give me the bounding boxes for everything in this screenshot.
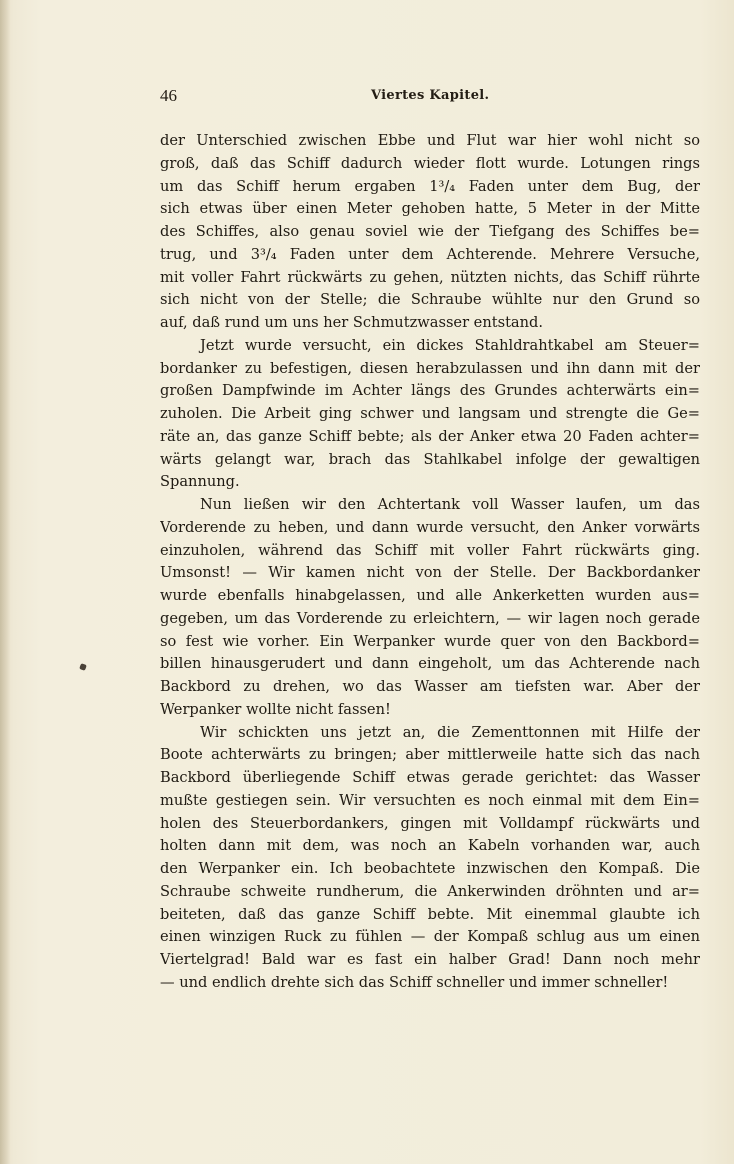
- text-line: mußte gestiegen sein. Wir versuchten es noch einmal mit dem Ein=: [160, 791, 700, 809]
- text-line: holen des Steuerbordankers, gingen mit Volldampf rückwärts und: [160, 814, 700, 832]
- text-line: sich etwas über einen Meter gehoben hatte, 5 Meter in der Mitte: [160, 200, 700, 218]
- text-line: um das Schiff herum ergaben 1³/₄ Faden unter dem Bug, der: [160, 177, 700, 195]
- text-line: zuholen. Die Arbeit ging schwer und langsam und strengte die Ge=: [160, 405, 700, 422]
- text-line: Boote achterwärts zu bringen; aber mittlerweile hatte sich das nach: [160, 746, 700, 764]
- text-line: Nun ließen wir den Achtertank voll Wasser laufen, um das: [200, 496, 700, 513]
- text-line: billen hinausgerudert und dann eingeholt, um das Achterende nach: [160, 655, 700, 673]
- text-line: einzuholen, während das Schiff mit voller Fahrt rückwärts ging.: [160, 541, 700, 559]
- text-line: — und endlich drehte sich das Schiff schneller und immer schneller!: [160, 973, 669, 991]
- text-line: holten dann mit dem, was noch an Kabeln vorhanden war, auch: [160, 837, 700, 855]
- page-gutter: [0, 0, 10, 1164]
- text-line: der Unterschied zwischen Ebbe und Flut war hier wohl nicht so: [160, 132, 700, 149]
- text-line: einen winzigen Ruck zu fühlen — der Kompaß schlug aus um einen: [160, 928, 700, 946]
- text-line: auf, daß rund um uns her Schmutzwasser entstand.: [160, 314, 544, 331]
- paragraph: [160, 494, 700, 722]
- text-line: sich nicht von der Stelle; die Schraube wühlte nur den Grund so: [160, 291, 700, 309]
- text-line: den Werpanker ein. Ich beobachtete inzwischen den Kompaß. Die: [160, 860, 700, 877]
- text-line: mit voller Fahrt rückwärts zu gehen, nützten nichts, das Schiff rührte: [160, 268, 700, 286]
- text-line: Backbord zu drehen, wo das Wasser am tiefsten war. Aber der: [160, 678, 700, 695]
- text-line: Schraube schweite rundherum, die Ankerwinden dröhnten und ar=: [160, 882, 700, 900]
- text-line: Viertelgrad! Bald war es fast ein halber Grad! Dann noch mehr: [160, 951, 700, 968]
- paragraph: [160, 335, 700, 494]
- text-line: Werpanker wollte nicht fassen!: [160, 700, 391, 718]
- running-head: Viertes Kapitel.: [371, 88, 490, 103]
- text-line: Backbord überliegende Schiff etwas gerade gerichtet: das Wasser: [160, 769, 700, 786]
- text-line: so fest wie vorher. Ein Werpanker wurde quer von den Backbord=: [160, 632, 700, 650]
- text-line: wärts gelangt war, brach das Stahlkabel infolge der gewaltigen: [160, 450, 700, 468]
- text-line: Wir schickten uns jetzt an, die Zementtonnen mit Hilfe der: [200, 723, 700, 741]
- text-line: des Schiffes, also genau soviel wie der Tiefgang des Schiffes be=: [160, 223, 700, 240]
- text-line: bordanker zu befestigen, diesen herabzulassen und ihn dann mit der: [160, 359, 700, 377]
- text-line: Jetzt wurde versucht, ein dickes Stahldrahtkabel am Steuer=: [200, 336, 700, 354]
- body-text: [160, 130, 700, 995]
- paragraph: [160, 722, 700, 995]
- text-line: Spannung.: [160, 473, 240, 491]
- text-line: groß, daß das Schiff dadurch wieder flott wurde. Lotungen rings: [160, 154, 700, 172]
- ink-blot: [79, 663, 87, 671]
- page-header: [160, 86, 700, 114]
- text-line: räte an, das ganze Schiff bebte; als der Anker etwa 20 Faden achter=: [160, 427, 700, 445]
- text-line: gegeben, um das Vorderende zu erleichtern, — wir lagen noch gerade: [160, 609, 700, 627]
- text-line: trug, und 3³/₄ Faden unter dem Achterende. Mehrere Versuche,: [160, 245, 700, 263]
- text-line: großen Dampfwinde im Achter längs des Grundes achterwärts ein=: [160, 382, 700, 400]
- text-line: Umsonst! — Wir kamen nicht von der Stelle. Der Backbordanker: [160, 564, 700, 582]
- paragraph: [160, 130, 700, 335]
- text-line: beiteten, daß das ganze Schiff bebte. Mit einemmal glaubte ich: [160, 905, 700, 923]
- page-number: 46: [160, 86, 177, 105]
- text-line: wurde ebenfalls hinabgelassen, und alle Ankerketten wurden aus=: [160, 587, 700, 604]
- text-line: Vorderende zu heben, und dann wurde versucht, den Anker vorwärts: [160, 518, 700, 536]
